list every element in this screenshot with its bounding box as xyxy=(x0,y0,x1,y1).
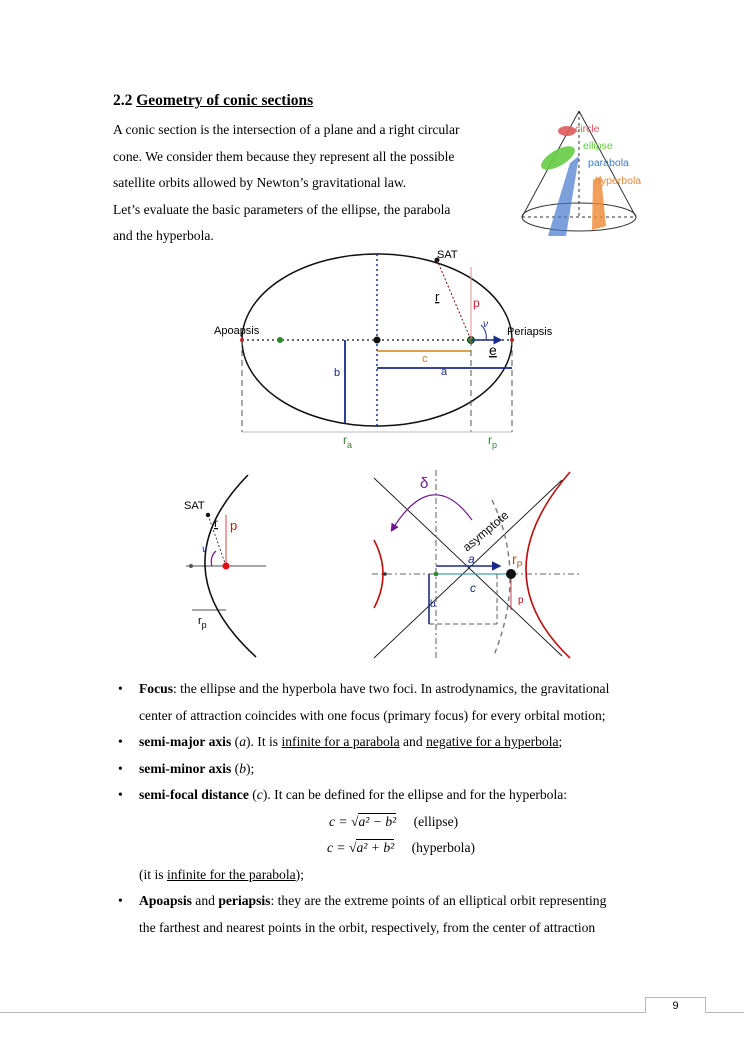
text: ( xyxy=(231,734,240,749)
list-item: • semi-major axis (a). It is infinite for a parabola and negative for a hyperbola; xyxy=(118,734,563,749)
text: negative for a hyperbola xyxy=(426,734,559,749)
apoapsis-label: Apoapsis xyxy=(214,325,260,337)
parabola-label: parabola xyxy=(588,157,629,169)
nu-label: ν xyxy=(202,544,207,555)
text: ); xyxy=(246,760,255,776)
ellipse-label: ellipse xyxy=(583,140,613,152)
list-item: • semi-focal distance (c). It can be defined for the ellipse and for the hyperbola: c = √a² − b² (ellipse) c = √a² + b² (hyperbola) (it is infinite for the parabola); xyxy=(118,782,663,888)
intro-paragraph xyxy=(113,117,503,250)
symbol: a xyxy=(239,734,246,749)
term: Focus xyxy=(139,681,173,696)
symbol: b xyxy=(239,760,246,776)
sat-label: SAT xyxy=(184,500,205,512)
text: ; xyxy=(558,734,563,749)
term: Apoapsis xyxy=(139,893,192,908)
r-label: r xyxy=(435,289,440,304)
symbol: c xyxy=(256,787,263,802)
asymptote-label: asymptote xyxy=(459,507,512,555)
c-label: c xyxy=(470,581,476,595)
section-heading xyxy=(113,92,313,110)
text: ( xyxy=(248,787,257,802)
a-label: a xyxy=(468,552,475,566)
rp-label: $r_p$ xyxy=(198,615,207,630)
rp-label: $r_P$ xyxy=(512,551,523,570)
circle-section xyxy=(558,126,576,136)
text: ( xyxy=(231,760,240,776)
text: and xyxy=(191,893,219,908)
equation-hyperbola: c = √a² + b² (hyperbola) xyxy=(327,840,476,855)
term: semi-major axis xyxy=(139,734,232,749)
term: periapsis xyxy=(218,893,271,908)
p-label: p xyxy=(518,595,524,606)
r-label: r xyxy=(214,516,218,530)
delta-label: δ xyxy=(420,475,429,492)
section-number: 2.2 xyxy=(113,92,133,109)
text: and xyxy=(399,734,427,749)
circle-label: circle xyxy=(575,123,600,135)
sat-label: SAT xyxy=(437,249,458,261)
text: the farthest and nearest points in the orbit, respectively, from the center of attraction xyxy=(139,919,596,935)
intro-line: A conic section is the intersection of a plane and a right circular xyxy=(113,122,460,137)
section-title: Geometry of conic sections xyxy=(136,92,314,109)
ellipse-diagram xyxy=(205,245,565,455)
hyperbola-label: hyperbola xyxy=(595,175,642,187)
parabola-diagram xyxy=(178,475,288,660)
parabola-note: (it is infinite for the parabola); xyxy=(139,866,304,882)
p-label: p xyxy=(230,518,238,533)
intro-line: cone. We consider them because they represent all the possible xyxy=(113,148,455,164)
text: : they are the extreme points of an elliptical orbit representing xyxy=(270,893,607,908)
e-label: e xyxy=(489,342,497,358)
text: : the ellipse and the hyperbola have two foci. In astrodynamics, the gravitational xyxy=(172,681,610,696)
term: semi-minor axis xyxy=(139,760,232,776)
list-item: • Focus: the ellipse and the hyperbola have two foci. In astrodynamics, the gravitational center of attraction coincides with one focus (primary focus) for every orbital motion; xyxy=(118,676,663,729)
text: infinite for a parabola xyxy=(281,734,400,749)
b-label: b xyxy=(430,599,436,610)
page-number: 9 xyxy=(645,997,706,1013)
periapsis-label: Periapsis xyxy=(507,326,553,338)
text: ). It is xyxy=(245,734,282,749)
hyperbola-diagram xyxy=(372,470,582,660)
p-label: p xyxy=(473,296,480,310)
equation-ellipse: c = √a² − b² (ellipse) xyxy=(329,813,459,829)
text: center of attraction coincides with one focus (primary focus) for every orbital motion; xyxy=(139,707,606,723)
ra-label: $r_a$ xyxy=(343,433,353,450)
definitions-list xyxy=(118,676,663,941)
cone-figure xyxy=(508,108,658,243)
intro-line: Let’s evaluate the basic parameters of the ellipse, the parabola xyxy=(113,201,451,217)
b-label: b xyxy=(334,367,341,379)
nu-label: ν xyxy=(483,319,488,330)
intro-line: and the hyperbola. xyxy=(113,228,214,243)
term: semi-focal distance xyxy=(139,787,249,802)
intro-line: satellite orbits allowed by Newton’s gravitational law. xyxy=(113,175,407,190)
c-label: c xyxy=(422,353,428,365)
rp-label: $r_p$ xyxy=(488,433,498,450)
text: ). It can be defined for the ellipse and for the hyperbola: xyxy=(262,787,568,802)
list-item: • Apoapsis and periapsis: they are the extreme points of an elliptical orbit representing the farthest and nearest points in the orbit, respectively, from the center of attraction xyxy=(118,888,663,941)
a-label: a xyxy=(441,366,448,378)
list-item: • semi-minor axis (b); xyxy=(118,760,255,776)
footer-rule xyxy=(0,1012,744,1013)
